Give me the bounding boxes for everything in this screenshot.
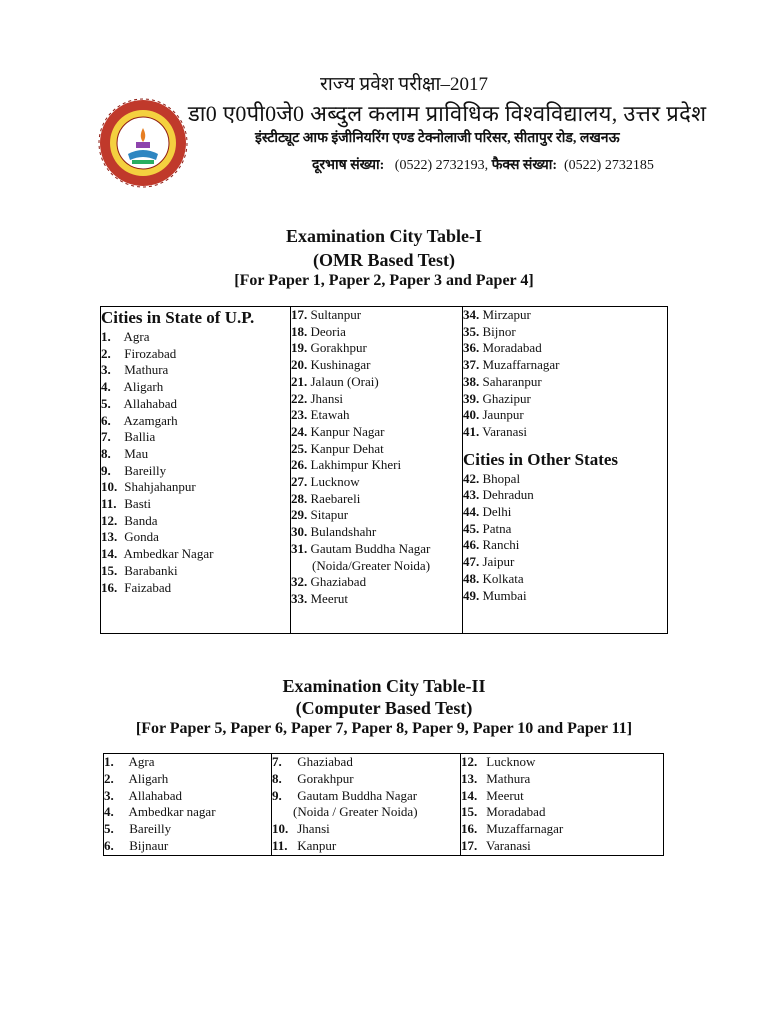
city-list-item bbox=[463, 424, 667, 441]
city-number: 22. bbox=[291, 390, 308, 406]
city-list-item bbox=[291, 507, 462, 524]
city-name: Kanpur bbox=[297, 837, 337, 853]
city-number: 13. bbox=[101, 529, 118, 545]
city-list-item bbox=[463, 357, 667, 374]
city-list-item bbox=[291, 591, 462, 608]
city-list-item bbox=[101, 396, 290, 413]
city-number: 30. bbox=[291, 524, 308, 540]
city-number: 31. bbox=[291, 540, 308, 556]
city-name: Saharanpur bbox=[482, 373, 542, 389]
city-list-item bbox=[101, 513, 290, 530]
city-list-item bbox=[291, 574, 462, 591]
city-list-item bbox=[291, 424, 462, 441]
city-list-item bbox=[291, 441, 462, 458]
university-name-hindi: डा0 ए0पी0जे0 अब्दुल कलाम प्राविधिक विश्वविद्यालय, उत्तर प्रदेश bbox=[188, 101, 707, 126]
city-name: Azamgarh bbox=[123, 412, 178, 428]
city-name: Gautam Buddha Nagar bbox=[297, 787, 418, 803]
fax-label: फैक्स संख्या: bbox=[491, 158, 557, 173]
table1-col-up-1 bbox=[101, 307, 291, 634]
city-name: Agra bbox=[128, 754, 155, 769]
city-number: 32. bbox=[291, 574, 308, 590]
city-number: 10. bbox=[272, 821, 289, 837]
city-list-item bbox=[101, 362, 290, 379]
city-name: Mumbai bbox=[482, 587, 527, 603]
city-list-item bbox=[101, 429, 290, 446]
city-name: Ghazipur bbox=[482, 390, 531, 406]
exam-city-table-1 bbox=[100, 306, 668, 634]
city-list-item bbox=[101, 546, 290, 563]
institute-address-hindi: इंस्टीट्यूट आफ इंजीनियरिंग एण्ड टेक्नोलाजी परिसर, सीतापुर रोड, लखनऊ bbox=[255, 131, 620, 146]
city-list-item bbox=[291, 491, 462, 508]
city-list-item bbox=[101, 379, 290, 396]
city-number: 16. bbox=[101, 579, 118, 595]
exam-title-hindi: राज्य प्रवेश परीक्षा–2017 bbox=[320, 74, 488, 95]
city-list-item bbox=[104, 821, 271, 838]
city-number: 12. bbox=[101, 512, 118, 528]
city-name: Bhopal bbox=[482, 470, 521, 486]
city-list-item bbox=[461, 821, 663, 838]
city-name: Allahabad bbox=[123, 395, 177, 411]
table2-col-2 bbox=[272, 754, 461, 856]
city-number: 39. bbox=[463, 390, 480, 406]
city-list-item bbox=[463, 571, 667, 588]
city-number: 29. bbox=[291, 507, 308, 523]
city-number: 3. bbox=[104, 787, 114, 803]
city-number: 35. bbox=[463, 323, 480, 339]
city-name: Kanpur Dehat bbox=[310, 440, 384, 456]
city-list-item bbox=[463, 471, 667, 488]
city-list-item bbox=[461, 804, 663, 821]
city-name: Lucknow bbox=[486, 754, 536, 769]
city-number: 42. bbox=[463, 470, 480, 486]
city-number: 5. bbox=[104, 821, 114, 837]
city-number: 14. bbox=[461, 787, 478, 803]
city-number: 24. bbox=[291, 423, 308, 439]
city-name: Varanasi bbox=[482, 423, 528, 439]
city-name: Gonda bbox=[124, 529, 159, 545]
city-number: 21. bbox=[291, 373, 308, 389]
city-list-item bbox=[461, 771, 663, 788]
city-number: 43. bbox=[463, 487, 480, 503]
city-list-item bbox=[272, 754, 460, 771]
city-name-continuation: (Noida/Greater Noida) bbox=[312, 557, 431, 573]
city-list-item bbox=[104, 771, 271, 788]
city-list-item bbox=[291, 357, 462, 374]
city-list-item bbox=[291, 524, 462, 541]
table1-col-3 bbox=[463, 307, 668, 634]
city-name: Gorakhpur bbox=[310, 340, 367, 356]
city-name: Delhi bbox=[482, 504, 512, 520]
city-name: Bulandshahr bbox=[310, 524, 377, 540]
city-name: Mau bbox=[124, 445, 149, 461]
city-name: Bareilly bbox=[129, 821, 172, 837]
fax-number: (0522) 2732185 bbox=[564, 158, 654, 173]
city-name: Bijnor bbox=[482, 323, 516, 339]
city-name: Barabanki bbox=[124, 562, 178, 578]
city-list-item bbox=[101, 479, 290, 496]
city-name: Faizabad bbox=[124, 579, 172, 595]
city-name: Patna bbox=[482, 520, 512, 536]
city-name: Jhansi bbox=[297, 821, 330, 837]
city-name: Moradabad bbox=[486, 804, 546, 820]
city-name: Kanpur Nagar bbox=[310, 423, 385, 439]
city-number: 26. bbox=[291, 457, 308, 473]
city-list-item bbox=[463, 324, 667, 341]
city-name: Aligarh bbox=[128, 770, 169, 786]
city-number: 23. bbox=[291, 407, 308, 423]
city-number: 16. bbox=[461, 821, 478, 837]
city-list-item bbox=[291, 474, 462, 491]
city-name: Muzaffarnagar bbox=[482, 357, 560, 373]
city-number: 12. bbox=[461, 754, 478, 769]
city-number: 11. bbox=[101, 496, 117, 512]
city-name: Mirzapur bbox=[482, 307, 531, 322]
city-list-item bbox=[291, 541, 462, 558]
city-number: 10. bbox=[101, 479, 118, 495]
table1-papers: [For Paper 1, Paper 2, Paper 3 and Paper 4] bbox=[234, 272, 534, 289]
city-list-item bbox=[101, 563, 290, 580]
city-list-item bbox=[272, 771, 460, 788]
city-list-item bbox=[104, 754, 271, 771]
city-number: 3. bbox=[101, 362, 111, 378]
city-name: Allahabad bbox=[128, 787, 182, 803]
city-number: 28. bbox=[291, 490, 308, 506]
city-number: 14. bbox=[101, 546, 118, 562]
city-name: Muzaffarnagar bbox=[486, 821, 564, 837]
city-name: Jaipur bbox=[482, 554, 515, 570]
city-list-item bbox=[101, 346, 290, 363]
city-list-item bbox=[463, 391, 667, 408]
phone-number: (0522) 2732193, bbox=[394, 158, 489, 173]
city-number: 6. bbox=[101, 412, 111, 428]
city-number: 45. bbox=[463, 520, 480, 536]
city-number: 7. bbox=[101, 429, 111, 445]
city-name: Lakhimpur Kheri bbox=[310, 457, 402, 473]
city-name: Etawah bbox=[310, 407, 350, 423]
city-name: Banda bbox=[124, 512, 158, 528]
city-list-item bbox=[291, 457, 462, 474]
city-list-item bbox=[101, 580, 290, 597]
city-number: 19. bbox=[291, 340, 308, 356]
city-list-item bbox=[101, 413, 290, 430]
city-number: 6. bbox=[104, 837, 114, 853]
city-number: 8. bbox=[101, 445, 111, 461]
city-list-item bbox=[272, 838, 460, 855]
city-name: Deoria bbox=[310, 323, 346, 339]
city-name: Dehradun bbox=[482, 487, 534, 503]
city-list-item bbox=[463, 374, 667, 391]
city-list-item bbox=[101, 496, 290, 513]
city-list-item bbox=[104, 804, 271, 821]
city-name: Ambedkar Nagar bbox=[123, 546, 214, 562]
city-number: 37. bbox=[463, 357, 480, 373]
city-name: Jalaun (Orai) bbox=[310, 373, 379, 389]
table2-title: Examination City Table-II bbox=[282, 676, 486, 696]
city-name: Meerut bbox=[486, 787, 524, 803]
city-number: 25. bbox=[291, 440, 308, 456]
exam-city-table-2 bbox=[103, 753, 664, 856]
city-number: 5. bbox=[101, 395, 111, 411]
city-number: 13. bbox=[461, 770, 478, 786]
city-list-item bbox=[104, 788, 271, 805]
city-name: Ballia bbox=[124, 429, 156, 445]
city-number: 44. bbox=[463, 504, 480, 520]
city-name: Aligarh bbox=[123, 379, 164, 395]
city-number: 41. bbox=[463, 423, 480, 439]
city-name: Lucknow bbox=[310, 474, 360, 490]
table2-subtitle: (Computer Based Test) bbox=[295, 698, 473, 718]
city-list-item bbox=[272, 788, 460, 805]
city-list-item bbox=[463, 340, 667, 357]
city-list-item bbox=[291, 391, 462, 408]
city-number: 11. bbox=[272, 837, 288, 853]
city-name: Moradabad bbox=[482, 340, 542, 356]
city-name: Ghaziabad bbox=[310, 574, 367, 590]
city-list-item bbox=[291, 340, 462, 357]
city-list-item bbox=[463, 554, 667, 571]
city-name: Kushinagar bbox=[310, 357, 371, 373]
city-list-item bbox=[104, 838, 271, 855]
city-number: 38. bbox=[463, 373, 480, 389]
city-number: 20. bbox=[291, 357, 308, 373]
city-list-item bbox=[101, 329, 290, 346]
city-number: 15. bbox=[461, 804, 478, 820]
city-name: Meerut bbox=[310, 590, 349, 606]
city-name: Sultanpur bbox=[310, 307, 362, 322]
city-list-item bbox=[461, 754, 663, 771]
city-list-item bbox=[463, 407, 667, 424]
contact-line bbox=[312, 155, 732, 174]
city-name: Ranchi bbox=[482, 537, 520, 553]
city-number: 4. bbox=[101, 379, 111, 395]
city-list-item bbox=[463, 588, 667, 605]
city-list-item bbox=[461, 838, 663, 855]
city-list-item bbox=[272, 821, 460, 838]
city-number: 18. bbox=[291, 323, 308, 339]
city-name: Gautam Buddha Nagar bbox=[310, 540, 431, 556]
city-number: 2. bbox=[101, 345, 111, 361]
city-number: 1. bbox=[104, 754, 114, 769]
city-name: Raebareli bbox=[310, 490, 361, 506]
city-name: Jhansi bbox=[310, 390, 343, 406]
city-name: Varanasi bbox=[486, 837, 531, 853]
city-number: 49. bbox=[463, 587, 480, 603]
city-number: 9. bbox=[272, 787, 282, 803]
city-number: 47. bbox=[463, 554, 480, 570]
city-number: 34. bbox=[463, 307, 480, 322]
city-number: 17. bbox=[291, 307, 308, 322]
city-list-item bbox=[291, 374, 462, 391]
city-list-item bbox=[291, 324, 462, 341]
city-list-item bbox=[101, 463, 290, 480]
table2-papers: [For Paper 5, Paper 6, Paper 7, Paper 8, Paper 9, Paper 10 and Paper 11] bbox=[135, 720, 633, 737]
city-name: Basti bbox=[124, 496, 151, 512]
city-name: Firozabad bbox=[124, 345, 177, 361]
city-number: 9. bbox=[101, 462, 111, 478]
city-list-item bbox=[101, 446, 290, 463]
phone-label: दूरभाष संख्या: bbox=[312, 158, 385, 173]
city-list-item bbox=[101, 529, 290, 546]
city-number: 8. bbox=[272, 770, 282, 786]
city-number: 1. bbox=[101, 329, 111, 344]
city-list-item bbox=[463, 487, 667, 504]
table2-col-3 bbox=[461, 754, 664, 856]
city-name: Bareilly bbox=[124, 462, 167, 478]
city-name: Kolkata bbox=[482, 570, 524, 586]
other-states-heading: Cities in Other States bbox=[463, 449, 619, 469]
city-name: Agra bbox=[123, 329, 150, 344]
city-list-item bbox=[463, 504, 667, 521]
city-list-item bbox=[463, 537, 667, 554]
city-number: 17. bbox=[461, 837, 478, 853]
city-name: Jaunpur bbox=[482, 407, 524, 423]
city-name: Shahjahanpur bbox=[124, 479, 196, 495]
city-name: Ghaziabad bbox=[297, 754, 353, 769]
table1-subtitle: (OMR Based Test) bbox=[312, 250, 455, 270]
university-seal-logo bbox=[98, 98, 188, 188]
city-number: 48. bbox=[463, 570, 480, 586]
city-list-item bbox=[461, 788, 663, 805]
city-number: 40. bbox=[463, 407, 480, 423]
city-list-item bbox=[463, 521, 667, 538]
city-name: Gorakhpur bbox=[297, 770, 354, 786]
city-list-item bbox=[463, 307, 667, 324]
city-name: Mathura bbox=[124, 362, 169, 378]
table1-col-up-2 bbox=[291, 307, 463, 634]
city-name: Sitapur bbox=[310, 507, 349, 523]
city-list-item bbox=[291, 407, 462, 424]
city-name: Ambedkar nagar bbox=[128, 804, 216, 820]
city-name: Mathura bbox=[486, 770, 531, 786]
table2-col-1 bbox=[104, 754, 272, 856]
up-cities-heading: Cities in State of U.P. bbox=[101, 308, 255, 327]
city-number: 46. bbox=[463, 537, 480, 553]
city-number: 27. bbox=[291, 474, 308, 490]
city-name: Bijnaur bbox=[129, 837, 169, 853]
city-name-continuation: (Noida / Greater Noida) bbox=[293, 804, 418, 820]
city-number: 36. bbox=[463, 340, 480, 356]
city-number: 7. bbox=[272, 754, 282, 769]
city-number: 4. bbox=[104, 804, 114, 820]
city-list-item bbox=[291, 307, 462, 324]
city-number: 2. bbox=[104, 770, 114, 786]
table1-title: Examination City Table-I bbox=[285, 226, 483, 246]
city-number: 33. bbox=[291, 590, 308, 606]
city-number: 15. bbox=[101, 562, 118, 578]
